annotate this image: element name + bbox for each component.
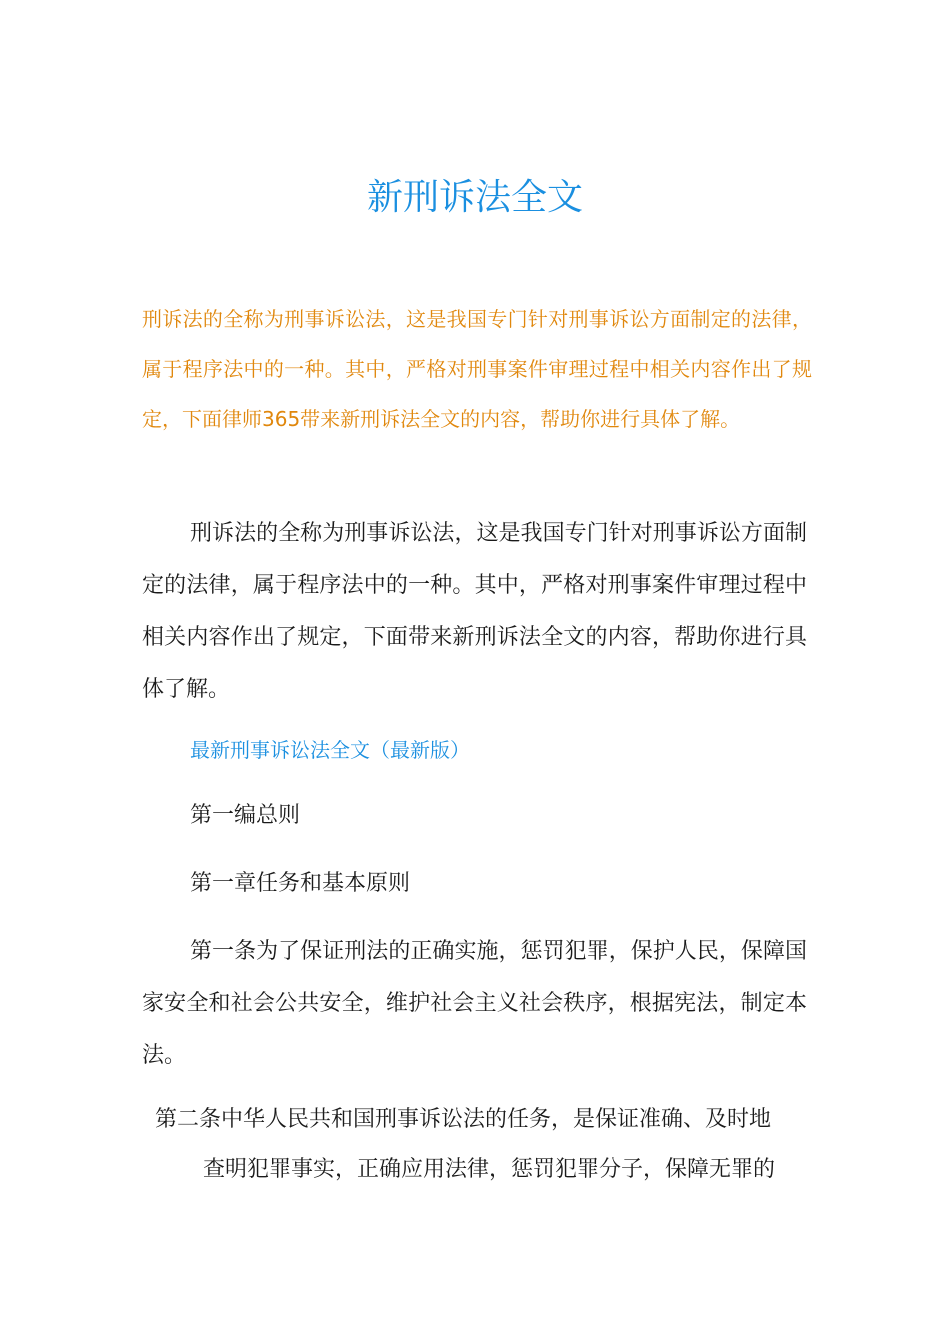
article-2-line-2: 查明犯罪事实，正确应用法律，惩罚犯罪分子，保障无罪的 bbox=[203, 1157, 776, 1182]
article-2-line-1: 第二条中华人民共和国刑事诉讼法的任务，是保证准确、及时地 bbox=[155, 1107, 772, 1132]
chapter-heading: 第一章任务和基本原则 bbox=[190, 871, 411, 896]
article-1-paragraph: 第一条为了保证刑法的正确实施，惩罚犯罪，保护人民，保障国家安全和社会公共安全，维护社会主义社会秩序，根据宪法，制定本法。 bbox=[142, 939, 807, 1068]
section-subheading: 最新刑事诉讼法全文（最新版） bbox=[190, 738, 470, 762]
summary-paragraph: 刑诉法的全称为刑事诉讼法，这是我国专门针对刑事诉讼方面制定的法律，属于程序法中的一种。其中，严格对刑事案件审理过程中相关内容作出了规定，下面律师365带来新刑诉法全文的内容，帮助你进行具体了解。 bbox=[142, 307, 812, 431]
part-heading: 第一编总则 bbox=[190, 803, 301, 828]
page-title: 新刑诉法全文 bbox=[366, 177, 583, 218]
intro-paragraph: 刑诉法的全称为刑事诉讼法，这是我国专门针对刑事诉讼方面制定的法律，属于程序法中的一种。其中，严格对刑事案件审理过程中相关内容作出了规定，下面带来新刑诉法全文的内容，帮助你进行具体了解。 bbox=[142, 521, 807, 702]
